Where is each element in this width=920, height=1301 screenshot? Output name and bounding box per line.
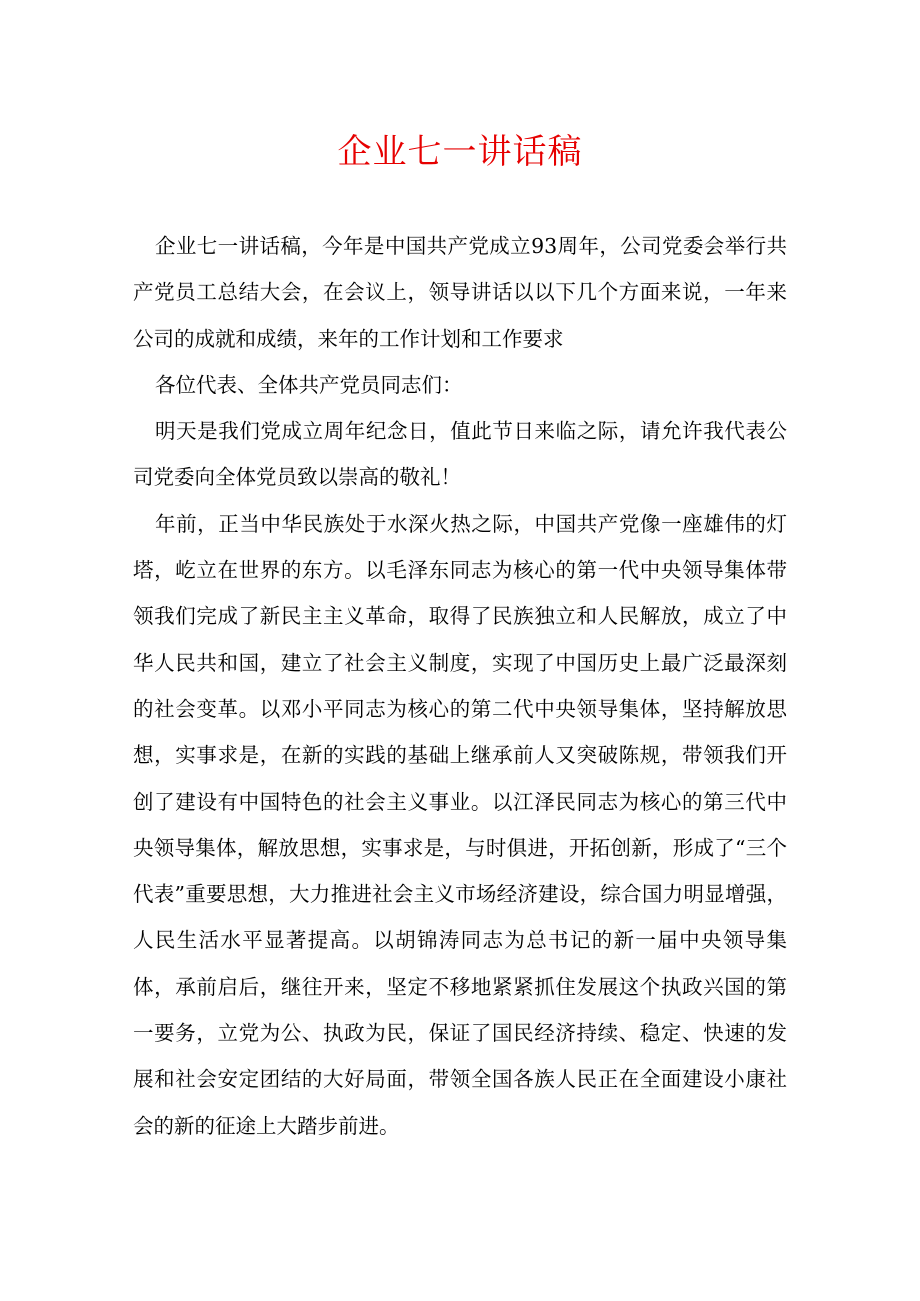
document-body <box>133 223 787 1149</box>
paragraph-salutation: 各位代表、全体共产党员同志们： <box>155 372 463 397</box>
document-title: 企业七一讲话稿 <box>337 132 583 172</box>
paragraph-greeting: 明天是我们党成立周年纪念日，值此节日来临之际，请允许我代表公司党委向全体党员致以崇高的敬礼！ <box>133 419 787 490</box>
paragraph-history: 年前，正当中华民族处于水深火热之际，中国共产党像一座雄伟的灯塔，屹立在世界的东方。以毛泽东同志为核心的第一代中央领导集体带领我们完成了新民主主义革命，取得了民族独立和人民解放，成立了中华人民共和国，建立了社会主义制度，实现了中国历史上最广泛最深刻的社会变革。以邓小平同志为核心的第二代中央领导集体，坚持解放思想，实事求是，在新的实践的基础上继承前人又突破陈规，带领我们开创了建设有中国特色的社会主义事业。以江泽民同志为核心的第三代中央领导集体，解放思想，实事求是，与时俱进，开拓创新，形成了“三个代表”重要思想，大力推进社会主义市场经济建设，综合国力明显增强，人民生活水平显著提高。以胡锦涛同志为总书记的新一届中央领导集体，承前启后，继往开来，坚定不移地紧紧抓住发展这个执政兴国的第一要务，立党为公、执政为民，保证了国民经济持续、稳定、快速的发展和社会安定团结的大好局面，带领全国各族人民正在全面建设小康社会的新的征途上大踏步前进。 <box>133 511 787 1138</box>
paragraph-intro: 企业七一讲话稿，今年是中国共产党成立93周年，公司党委会举行共产党员工总结大会，在会议上，领导讲话以以下几个方面来说，一年来公司的成就和成绩，来年的工作计划和工作要求 <box>133 234 787 351</box>
